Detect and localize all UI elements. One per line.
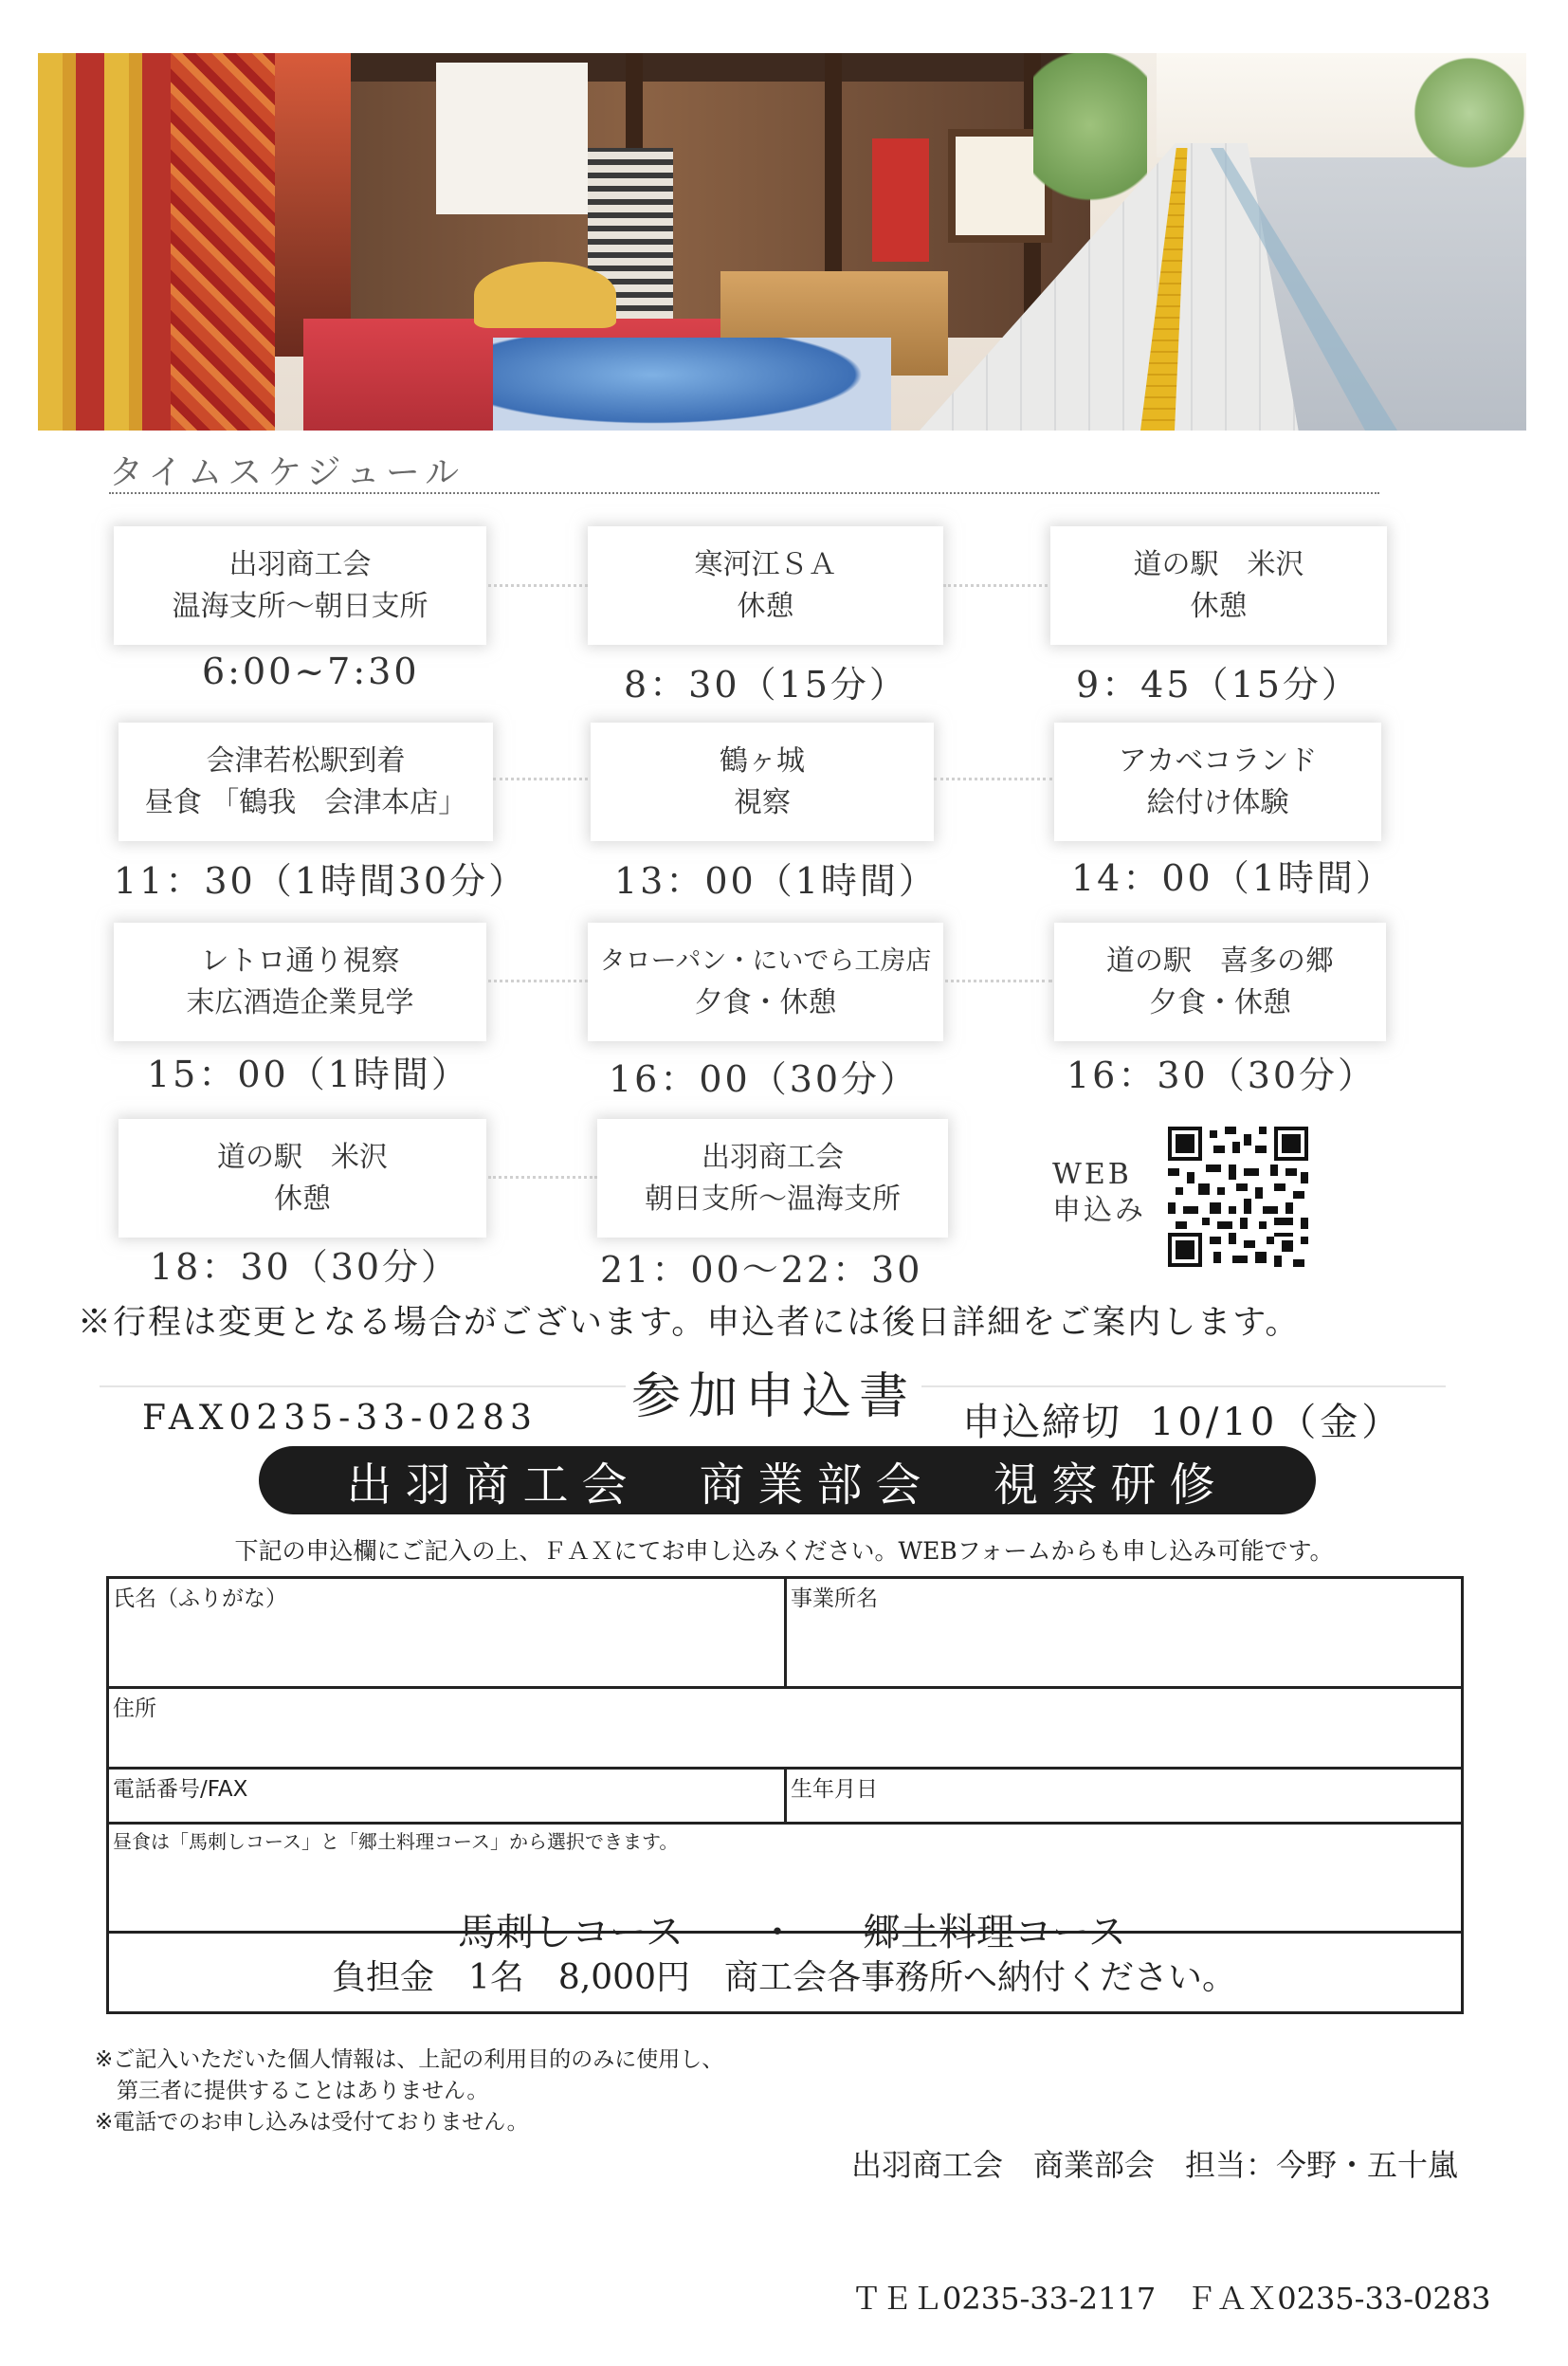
stop-time: 21：00～22：30 (600, 1249, 923, 1291)
office-name-field[interactable] (787, 1579, 1461, 1686)
phone-fax-field[interactable] (109, 1770, 784, 1822)
address-label: 住所 (113, 1697, 156, 1721)
stop-place: 出羽商工会 (228, 547, 372, 581)
stop-time: 16：00（30分） (609, 1058, 920, 1100)
stop-place: 道の駅 喜多の郷 (1106, 944, 1334, 978)
schedule-stop (591, 723, 934, 841)
schedule-stop (597, 1119, 948, 1238)
stop-activity: 朝日支所～温海支所 (645, 1182, 901, 1216)
deadline-date: 10/10（金） (1150, 1401, 1404, 1444)
schedule-stop (1050, 526, 1387, 645)
stop-place: タローパン・にいでら工房店 (599, 945, 932, 976)
stop-place: 鶴ヶ城 (720, 743, 805, 778)
phone-fax-label: 電話番号/FAX (113, 1777, 248, 1802)
connector (488, 980, 588, 982)
stop-time: 8：30（15分） (624, 664, 908, 706)
connector (939, 980, 1052, 982)
name-label: 氏名（ふりがな） (113, 1587, 287, 1611)
connector (934, 778, 1052, 780)
connector (488, 584, 588, 587)
name-field[interactable] (109, 1579, 784, 1686)
connector (488, 1176, 597, 1179)
stop-time: 6:00~7:30 (202, 651, 420, 692)
deadline (962, 1392, 1403, 1446)
stop-activity: 休憩 (737, 589, 794, 623)
schedule-stop (119, 723, 493, 841)
stop-activity: 夕食・休憩 (1149, 985, 1291, 1019)
schedule-stop (114, 526, 486, 645)
stop-activity: 視察 (734, 785, 791, 819)
stop-place: 道の駅 米沢 (1133, 547, 1304, 581)
privacy-note: ※ご記入いただいた個人情報は、上記の利用目的のみに使用し、 第三者に提供することはありません。 ※電話でのお申し込みは受付ておりません。 (95, 2047, 724, 2135)
event-title-banner: 出羽商工会 商業部会 視察研修 (259, 1446, 1316, 1514)
connector (943, 584, 1048, 587)
stop-activity: 休憩 (1190, 589, 1248, 623)
stop-time: 16：30（30分） (1067, 1055, 1377, 1096)
schedule-stop (114, 923, 486, 1041)
schedule-divider (109, 492, 1379, 494)
schedule-stop (588, 923, 943, 1041)
stop-place: 道の駅 米沢 (217, 1140, 388, 1174)
deadline-label: 申込締切 (962, 1401, 1121, 1444)
schedule-title: タイムスケジュール (109, 453, 465, 492)
stop-activity: 休憩 (274, 1182, 331, 1216)
stop-place: レトロ通り視察 (200, 944, 400, 978)
stop-activity: 絵付け体験 (1146, 785, 1289, 819)
stop-time: 13：00（1時間） (614, 860, 938, 902)
schedule-stop (1054, 923, 1386, 1041)
web-apply-label: WEB 申込み (1052, 1158, 1146, 1227)
stop-activity: 温海支所～朝日支所 (172, 589, 428, 623)
stop-activity: 昼食 「鶴我 会津本店」 (144, 785, 467, 819)
office-name-label: 事業所名 (791, 1587, 878, 1611)
lunch-note: 昼食は「馬刺しコース」と「郷土料理コース」から選択できます。 (113, 1830, 679, 1853)
address-field[interactable] (109, 1689, 1461, 1767)
hero-photo (38, 53, 1526, 431)
schedule-stop (588, 526, 943, 645)
stop-time: 15：00（1時間） (147, 1054, 470, 1095)
contact-person: 出羽商工会 商業部会 担当：今野・五十嵐 (851, 2147, 1459, 2183)
stop-place: アカベコランド (1118, 743, 1318, 778)
stop-time: 11：30（1時間30分） (114, 860, 528, 902)
fax-number: FAX0235-33-0283 (142, 1399, 538, 1438)
schedule-stop (1054, 723, 1381, 841)
stop-place: 会津若松駅到着 (206, 743, 406, 778)
lunch-option-basashi[interactable]: 馬刺しコース (458, 1911, 684, 1954)
contact-numbers: ＴＥＬ0235-33-2117 ＦＡＸ0235-33-0283 (851, 2281, 1491, 2317)
birthdate-field[interactable] (787, 1770, 1461, 1822)
lunch-option-local-cuisine[interactable]: 郷土料理コース (863, 1911, 1126, 1954)
form-instructions: 下記の申込欄にご記入の上、ＦＡＸにてお申し込みください。WEBフォームからも申し込み可能です。 (234, 1537, 1334, 1565)
stop-place: 出羽商工会 (702, 1140, 844, 1174)
schedule-note: ※行程は変更となる場合がございます。申込者には後日詳細をご案内します。 (78, 1304, 1301, 1342)
application-form-title: 参加申込書 (626, 1356, 921, 1427)
stop-time: 18：30（30分） (150, 1246, 461, 1288)
contact-info (851, 2054, 1490, 2366)
stop-place: 寒河江ＳＡ (694, 547, 837, 581)
lunch-option-separator: ・ (758, 1911, 796, 1954)
qr-code-icon[interactable] (1168, 1127, 1308, 1267)
participation-fee: 負担金 1名 8,000円 商工会各事務所へ納付ください。 (332, 1958, 1236, 1997)
stop-activity: 末広酒造企業見学 (186, 985, 414, 1019)
stop-activity: 夕食・休憩 (694, 985, 837, 1019)
connector (493, 778, 588, 780)
schedule-stop (119, 1119, 486, 1238)
stop-time: 9：45（15分） (1076, 664, 1360, 706)
stop-time: 14：00（1時間） (1071, 857, 1395, 899)
birthdate-label: 生年月日 (791, 1777, 878, 1802)
